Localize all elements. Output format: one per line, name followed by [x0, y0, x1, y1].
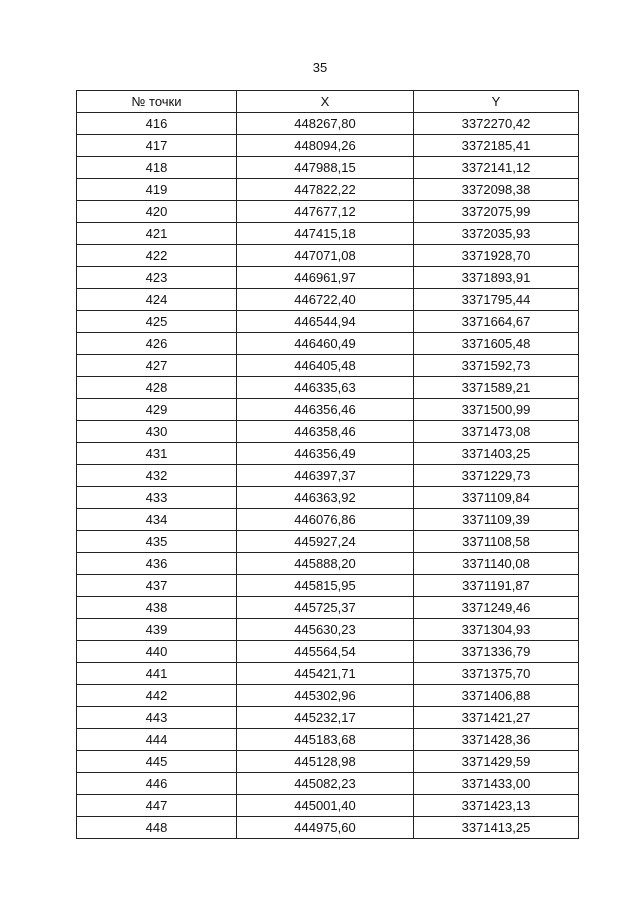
cell-x: 448094,26 [237, 135, 414, 157]
cell-x: 446356,49 [237, 443, 414, 465]
cell-point-number: 417 [77, 135, 237, 157]
table-row [77, 509, 579, 531]
cell-point-number: 429 [77, 399, 237, 421]
table-row [77, 421, 579, 443]
cell-point-number: 421 [77, 223, 237, 245]
cell-y: 3372185,41 [414, 135, 579, 157]
cell-y: 3371664,67 [414, 311, 579, 333]
table-row [77, 663, 579, 685]
table-row [77, 641, 579, 663]
cell-y: 3371403,25 [414, 443, 579, 465]
cell-y: 3371413,25 [414, 817, 579, 839]
cell-y: 3371109,84 [414, 487, 579, 509]
cell-y: 3372270,42 [414, 113, 579, 135]
cell-point-number: 434 [77, 509, 237, 531]
cell-x: 448267,80 [237, 113, 414, 135]
cell-point-number: 433 [77, 487, 237, 509]
cell-y: 3371140,08 [414, 553, 579, 575]
cell-point-number: 435 [77, 531, 237, 553]
cell-x: 445888,20 [237, 553, 414, 575]
cell-y: 3371406,88 [414, 685, 579, 707]
table-row [77, 333, 579, 355]
cell-point-number: 423 [77, 267, 237, 289]
cell-x: 445001,40 [237, 795, 414, 817]
cell-point-number: 432 [77, 465, 237, 487]
cell-y: 3371375,70 [414, 663, 579, 685]
cell-x: 446544,94 [237, 311, 414, 333]
cell-y: 3371433,00 [414, 773, 579, 795]
cell-x: 446722,40 [237, 289, 414, 311]
cell-point-number: 445 [77, 751, 237, 773]
cell-x: 445564,54 [237, 641, 414, 663]
table-row [77, 179, 579, 201]
cell-x: 446961,97 [237, 267, 414, 289]
table-row [77, 157, 579, 179]
table-row [77, 817, 579, 839]
cell-point-number: 426 [77, 333, 237, 355]
cell-y: 3371893,91 [414, 267, 579, 289]
cell-y: 3371795,44 [414, 289, 579, 311]
cell-y: 3371229,73 [414, 465, 579, 487]
table-row [77, 597, 579, 619]
table-row [77, 795, 579, 817]
table-row [77, 223, 579, 245]
cell-point-number: 422 [77, 245, 237, 267]
cell-x: 447822,22 [237, 179, 414, 201]
cell-point-number: 438 [77, 597, 237, 619]
table-row [77, 729, 579, 751]
cell-point-number: 420 [77, 201, 237, 223]
cell-y: 3371605,48 [414, 333, 579, 355]
cell-x: 446397,37 [237, 465, 414, 487]
table-body [77, 113, 579, 839]
column-header-y: Y [414, 91, 579, 113]
cell-point-number: 419 [77, 179, 237, 201]
cell-x: 445815,95 [237, 575, 414, 597]
table-row [77, 399, 579, 421]
table-row [77, 465, 579, 487]
cell-y: 3371109,39 [414, 509, 579, 531]
cell-y: 3372098,38 [414, 179, 579, 201]
cell-x: 446460,49 [237, 333, 414, 355]
cell-y: 3372035,93 [414, 223, 579, 245]
table-row [77, 113, 579, 135]
cell-y: 3372141,12 [414, 157, 579, 179]
table-row [77, 553, 579, 575]
table-row [77, 487, 579, 509]
cell-y: 3371428,36 [414, 729, 579, 751]
cell-point-number: 446 [77, 773, 237, 795]
cell-y: 3371304,93 [414, 619, 579, 641]
cell-point-number: 418 [77, 157, 237, 179]
cell-y: 3371928,70 [414, 245, 579, 267]
cell-x: 446335,63 [237, 377, 414, 399]
page-number: 35 [312, 60, 328, 75]
table-row [77, 135, 579, 157]
cell-y: 3371421,27 [414, 707, 579, 729]
cell-y: 3371108,58 [414, 531, 579, 553]
table-row [77, 377, 579, 399]
cell-x: 445421,71 [237, 663, 414, 685]
cell-point-number: 447 [77, 795, 237, 817]
table-row [77, 201, 579, 223]
table-row [77, 575, 579, 597]
cell-x: 445128,98 [237, 751, 414, 773]
cell-x: 447071,08 [237, 245, 414, 267]
cell-x: 446358,46 [237, 421, 414, 443]
cell-y: 3371473,08 [414, 421, 579, 443]
cell-point-number: 416 [77, 113, 237, 135]
cell-x: 446405,48 [237, 355, 414, 377]
cell-y: 3371589,21 [414, 377, 579, 399]
cell-x: 447677,12 [237, 201, 414, 223]
table-header-row [77, 91, 579, 113]
cell-y: 3371592,73 [414, 355, 579, 377]
cell-point-number: 427 [77, 355, 237, 377]
cell-point-number: 441 [77, 663, 237, 685]
cell-point-number: 425 [77, 311, 237, 333]
table-row [77, 619, 579, 641]
cell-x: 445302,96 [237, 685, 414, 707]
table-row [77, 245, 579, 267]
cell-x: 445082,23 [237, 773, 414, 795]
cell-y: 3371423,13 [414, 795, 579, 817]
cell-y: 3371249,46 [414, 597, 579, 619]
cell-point-number: 430 [77, 421, 237, 443]
cell-x: 447415,18 [237, 223, 414, 245]
cell-x: 444975,60 [237, 817, 414, 839]
table-row [77, 311, 579, 333]
cell-x: 445630,23 [237, 619, 414, 641]
cell-point-number: 431 [77, 443, 237, 465]
table-row [77, 751, 579, 773]
coordinates-table [76, 90, 579, 839]
cell-point-number: 428 [77, 377, 237, 399]
cell-x: 446076,86 [237, 509, 414, 531]
cell-x: 445927,24 [237, 531, 414, 553]
cell-x: 446363,92 [237, 487, 414, 509]
table-row [77, 267, 579, 289]
cell-point-number: 448 [77, 817, 237, 839]
table-row [77, 531, 579, 553]
table-row [77, 289, 579, 311]
cell-point-number: 442 [77, 685, 237, 707]
cell-y: 3371336,79 [414, 641, 579, 663]
table-row [77, 685, 579, 707]
cell-y: 3371500,99 [414, 399, 579, 421]
column-header-x: X [237, 91, 414, 113]
table-row [77, 773, 579, 795]
cell-point-number: 443 [77, 707, 237, 729]
column-header-point-number: № точки [77, 91, 237, 113]
cell-y: 3371429,59 [414, 751, 579, 773]
table-row [77, 355, 579, 377]
cell-y: 3372075,99 [414, 201, 579, 223]
table-row [77, 443, 579, 465]
cell-x: 447988,15 [237, 157, 414, 179]
table-row [77, 707, 579, 729]
cell-point-number: 440 [77, 641, 237, 663]
cell-x: 445725,37 [237, 597, 414, 619]
cell-point-number: 444 [77, 729, 237, 751]
cell-point-number: 437 [77, 575, 237, 597]
cell-x: 445183,68 [237, 729, 414, 751]
cell-point-number: 439 [77, 619, 237, 641]
cell-x: 445232,17 [237, 707, 414, 729]
cell-y: 3371191,87 [414, 575, 579, 597]
cell-point-number: 436 [77, 553, 237, 575]
cell-x: 446356,46 [237, 399, 414, 421]
cell-point-number: 424 [77, 289, 237, 311]
